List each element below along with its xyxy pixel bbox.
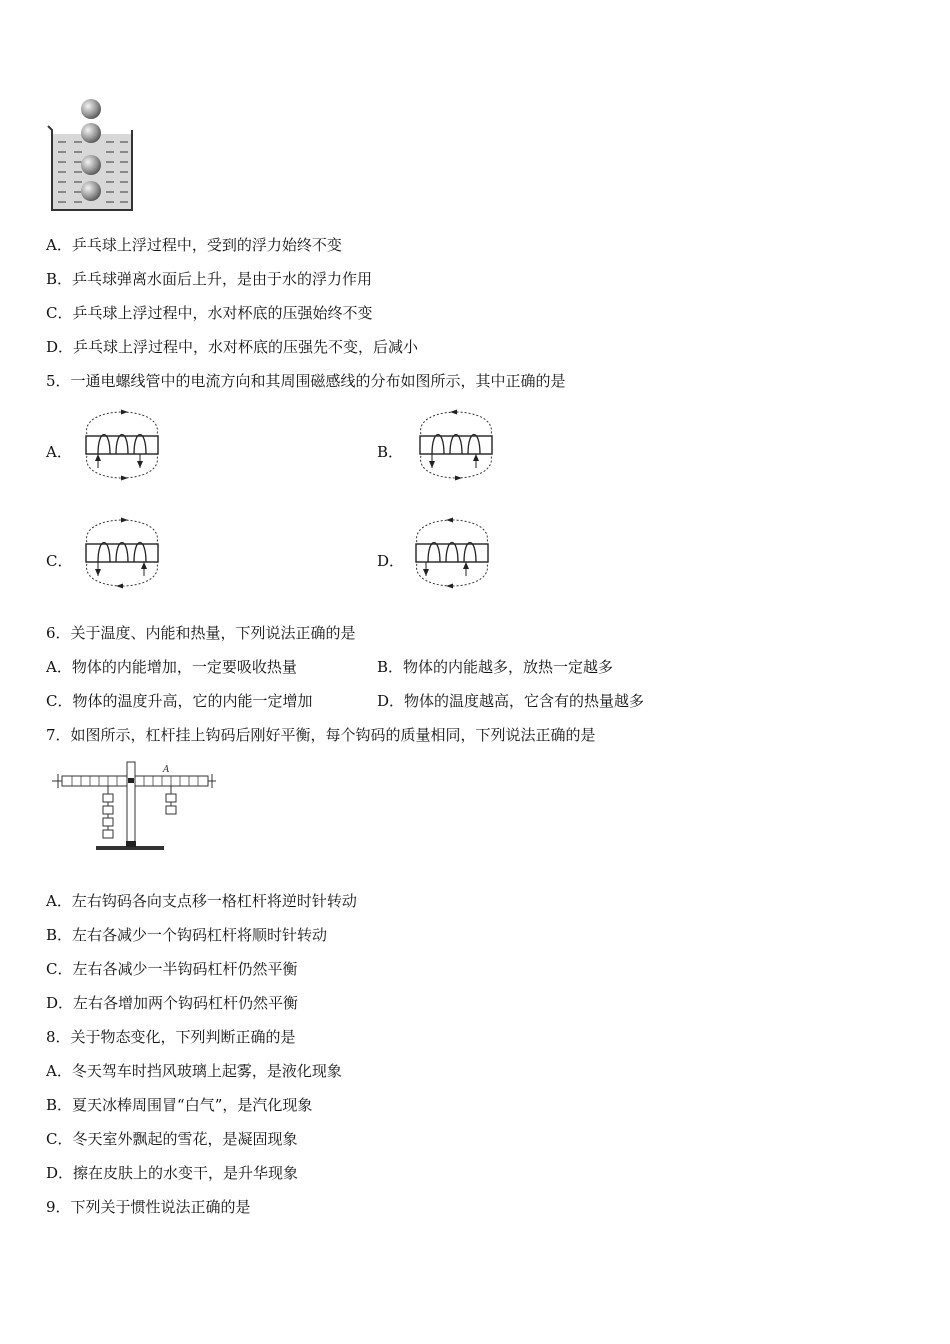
q6-option-b: B．物体的内能越多，放热一定越多 [377,658,614,676]
q8-option-c: C．冬天室外飘起的雪花，是凝固现象 [46,1130,298,1148]
q5-stem: 5．一通电螺线管中的电流方向和其周围磁感线的分布如图所示，其中正确的是 [46,372,566,390]
q4-option-a: A．乒乓球上浮过程中，受到的浮力始终不变 [46,236,342,254]
q4-option-c: C．乒乓球上浮过程中，水对杯底的压强始终不变 [46,304,373,322]
solenoid-figure-a [76,408,168,482]
q5-label-d: D． [377,552,405,570]
q7-option-c: C．左右各减少一半钩码杠杆仍然平衡 [46,960,298,978]
q7-option-b: B．左右各减少一个钩码杠杆将顺时针转动 [46,926,328,944]
lever-figure [50,758,220,860]
q8-option-d: D．擦在皮肤上的水变干，是升华现象 [46,1164,299,1182]
q9-stem: 9．下列关于惯性说法正确的是 [46,1198,251,1216]
q6-option-d: D．物体的温度越高，它含有的热量越多 [377,692,645,710]
q6-option-a: A．物体的内能增加，一定要吸收热量 [46,658,297,676]
q7-option-a: A．左右钩码各向支点移一格杠杆将逆时针转动 [46,892,357,910]
q5-label-b: B． [377,443,404,461]
beaker-figure [44,96,140,214]
q4-option-d: D．乒乓球上浮过程中，水对杯底的压强先不变，后减小 [46,338,419,356]
lever-point-label: A [163,765,170,775]
q6-stem: 6．关于温度、内能和热量，下列说法正确的是 [46,624,356,642]
q7-stem: 7．如图所示，杠杆挂上钩码后刚好平衡，每个钩码的质量相同，下列说法正确的是 [46,726,596,744]
q6-option-c: C．物体的温度升高，它的内能一定增加 [46,692,313,710]
solenoid-figure-b [410,408,502,482]
q7-option-d: D．左右各增加两个钩码杠杆仍然平衡 [46,994,299,1012]
q8-option-a: A．冬天驾车时挡风玻璃上起雾，是液化现象 [46,1062,342,1080]
solenoid-figure-d [406,516,498,590]
q5-label-a: A． [46,443,72,461]
q5-label-c: C． [46,552,73,570]
q8-option-b: B．夏天冰棒周围冒“白气”，是汽化现象 [46,1096,313,1114]
solenoid-figure-c [76,516,168,590]
q4-option-b: B．乒乓球弹离水面后上升，是由于水的浮力作用 [46,270,373,288]
q8-stem: 8．关于物态变化，下列判断正确的是 [46,1028,296,1046]
